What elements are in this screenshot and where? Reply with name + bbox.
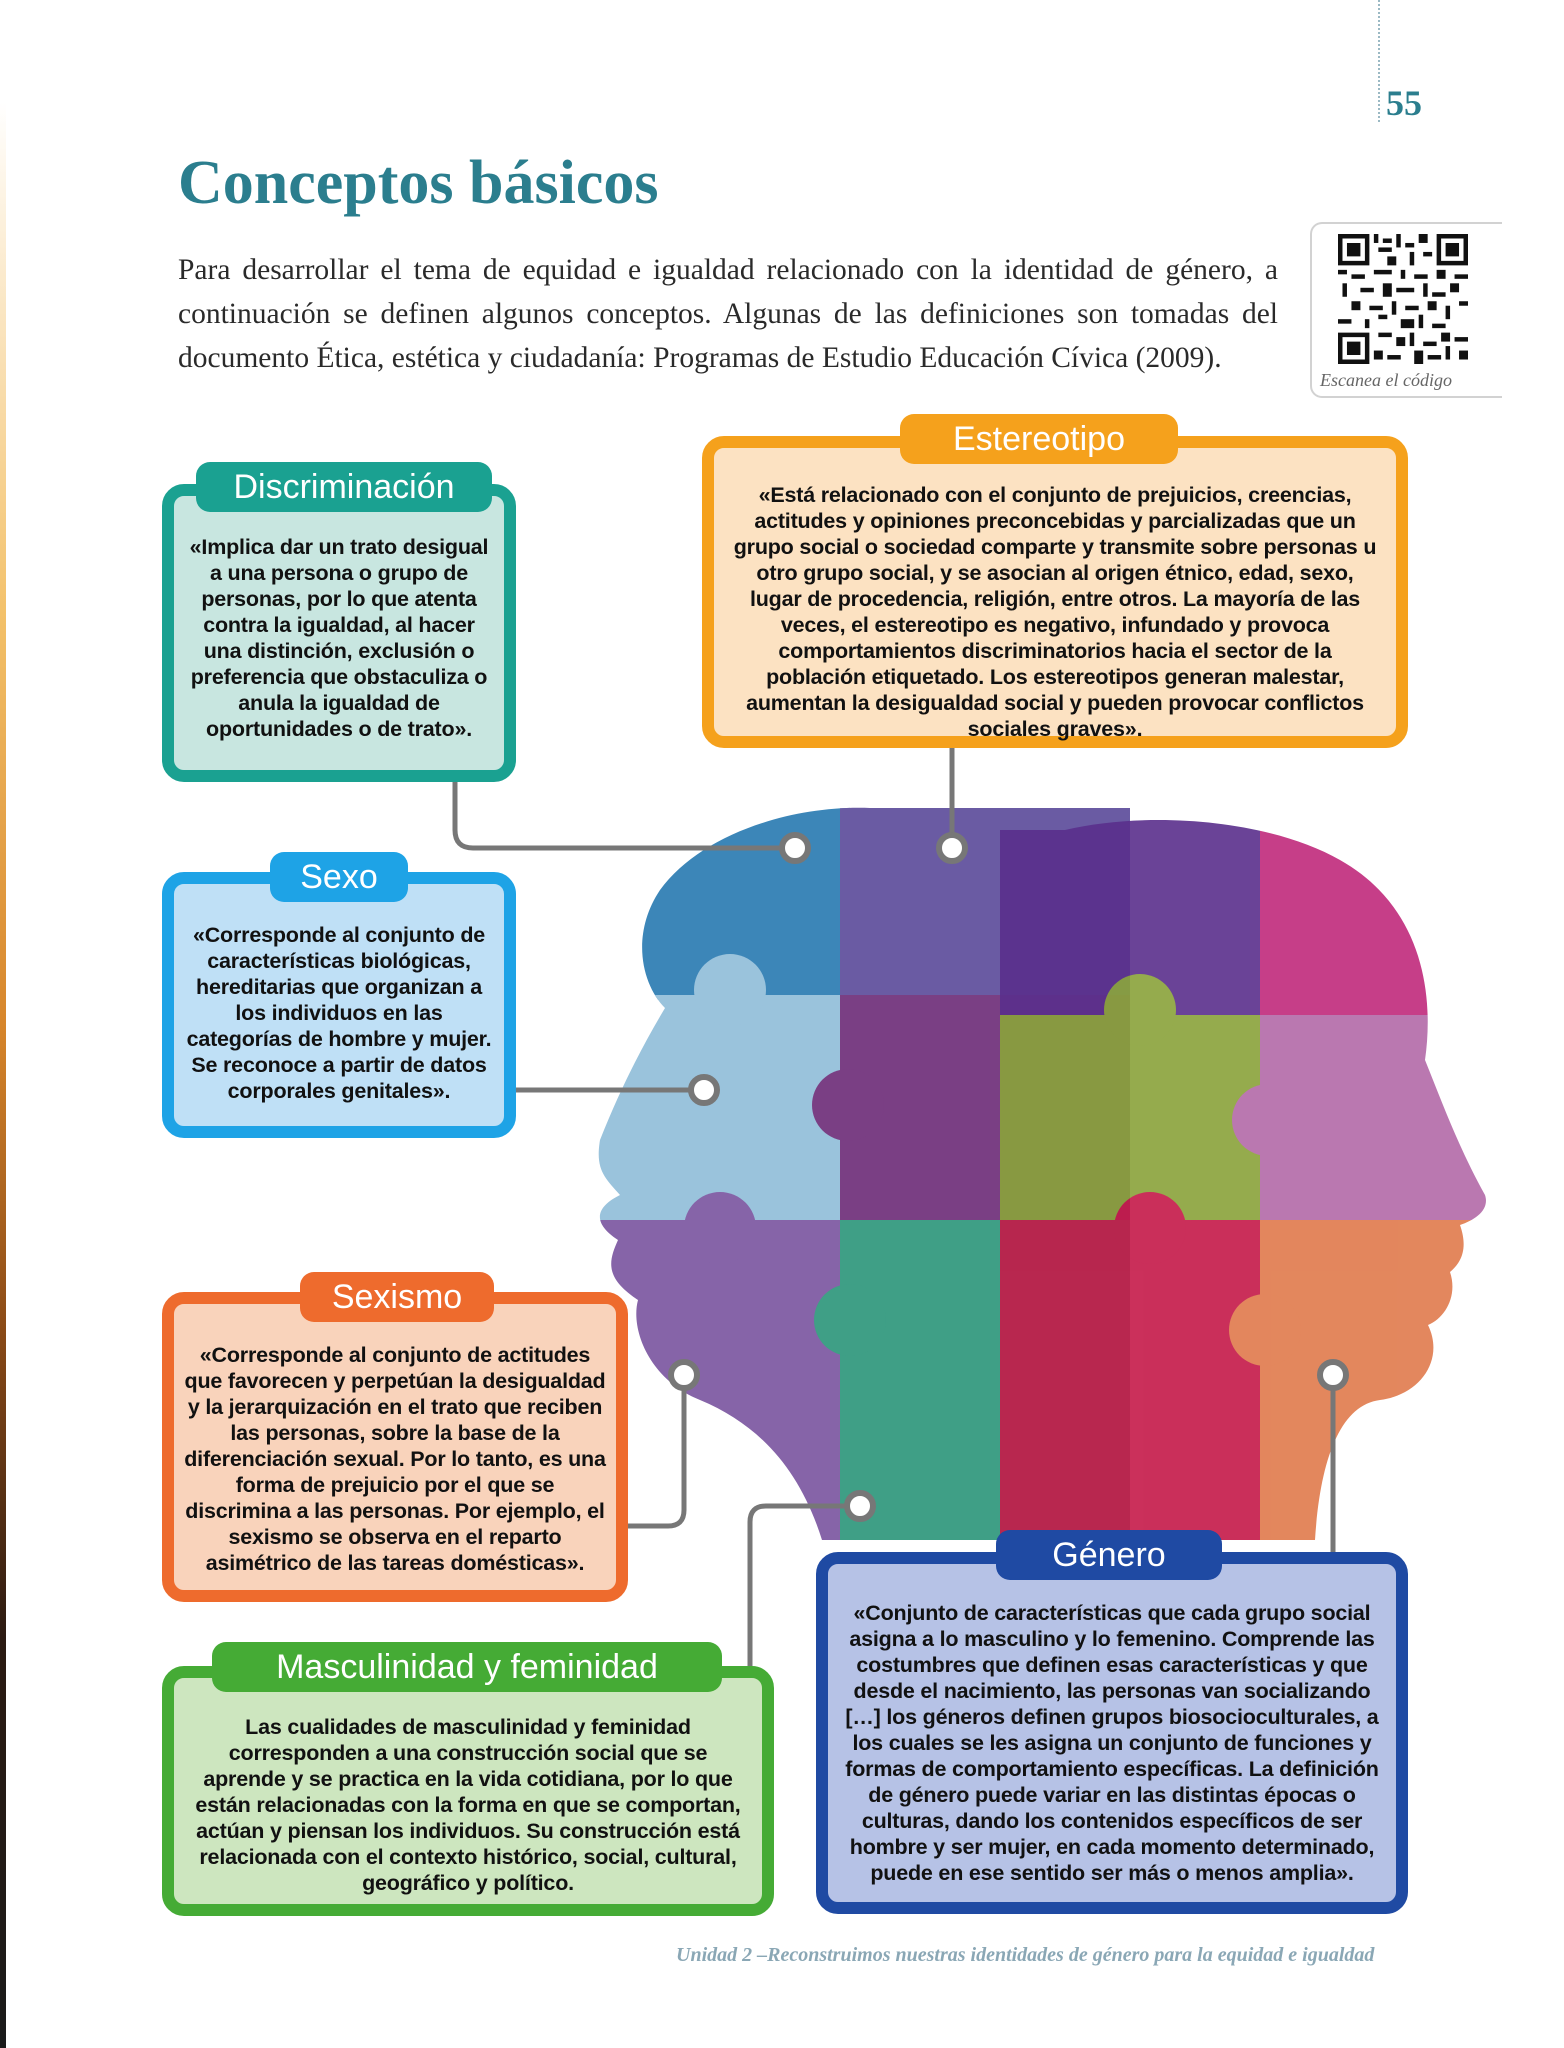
sexismo-text: «Corresponde al conjunto de actitudes que favorecen y perpetúan la desigualdad y la jerarquización en el trato que reciben las personas, sobre la base de la diferenciación sexual. Por lo tanto, es una forma de prejuicio por el que se discrimina a las personas. Por ejemplo, el sexismo se observa en el reparto asimétrico de las tareas domésticas». [184, 1343, 606, 1575]
page-number: 55 [1386, 83, 1422, 123]
estereotipo-text: «Está relacionado con el conjunto de prejuicios, creencias, actitudes y opiniones preconcebidas y parcializadas que un grupo social o sociedad comparte y transmite sobre personas u otro grupo social, y se asocian al origen étnico, edad, sexo, lugar de procedencia, religión, entre otros. La mayoría de las veces, el estereotipo es negativo, infundado y provoca comportamientos discriminatorios hacia el sector de la población etiquetado. Los estereotipos generan malestar, aumentan la desigualdad social y pueden provocar conflictos sociales graves». [733, 483, 1377, 741]
masculinidad-box [162, 1666, 774, 1916]
intro-paragraph: Para desarrollar el tema de equidad e igualdad relacionado con la identidad de género, a continuación se definen algunos conceptos. Algunas de las definiciones son tomadas del documento Ética, estética y ciudadanía: Programas de Estudio Educación Cívica (2009). [178, 254, 1278, 374]
estereotipo-box [702, 436, 1408, 748]
genero-label: Género [996, 1530, 1222, 1580]
sexo-text: «Corresponde al conjunto de características biológicas, hereditarias que organizan a los individuos en las categorías de hombre y mujer. Se reconoce a partir de datos corporales genitales». [186, 923, 492, 1103]
footer-unit-title: Unidad 2 –Reconstruimos nuestras identidades de género para la equidad e igualdad [676, 1944, 1375, 1966]
genero-box [816, 1552, 1408, 1914]
masculinidad-label: Masculinidad y feminidad [212, 1642, 722, 1692]
sexismo-label: Sexismo [300, 1272, 494, 1322]
sexo-box [162, 872, 516, 1138]
estereotipo-label: Estereotipo [900, 414, 1178, 464]
qr-caption: Escanea el código [1320, 370, 1452, 390]
sexismo-box [162, 1292, 628, 1602]
sexo-label: Sexo [270, 852, 408, 902]
discriminacion-box [162, 484, 516, 782]
masculinidad-text: Las cualidades de masculinidad y feminidad corresponden a una construcción social que se aprende y se practica en la vida cotidiana, por lo que están relacionadas con la forma en que se comportan, actúan y piensan los individuos. Su construcción está relacionada con el contexto histórico, social, cultural, geográfico y político. [195, 1715, 741, 1895]
discriminacion-label: Discriminación [196, 462, 492, 512]
genero-text: «Conjunto de características que cada grupo social asigna a lo masculino y lo femenino. Comprende las costumbres que definen esas características y que desde el nacimiento, las personas van socializando […] los géneros definen grupos biosocioculturales, a los cuales se les asigna un conjunto de funciones y formas de comportamiento específicas. La definición de género puede variar en las distintas épocas o culturas, dando los contenidos específicos de ser hombre y ser mujer, en cada momento determinado, puede en ese sentido ser más o menos amplia». [845, 1601, 1379, 1885]
page-title: Conceptos básicos [178, 149, 659, 217]
discriminacion-text: «Implica dar un trato desigual a una persona o grupo de personas, por lo que atenta contra la igualdad, al hacer una distinción, exclusión o preferencia que obstaculiza o anula la igualdad de oportunidades o de trato». [189, 535, 489, 741]
